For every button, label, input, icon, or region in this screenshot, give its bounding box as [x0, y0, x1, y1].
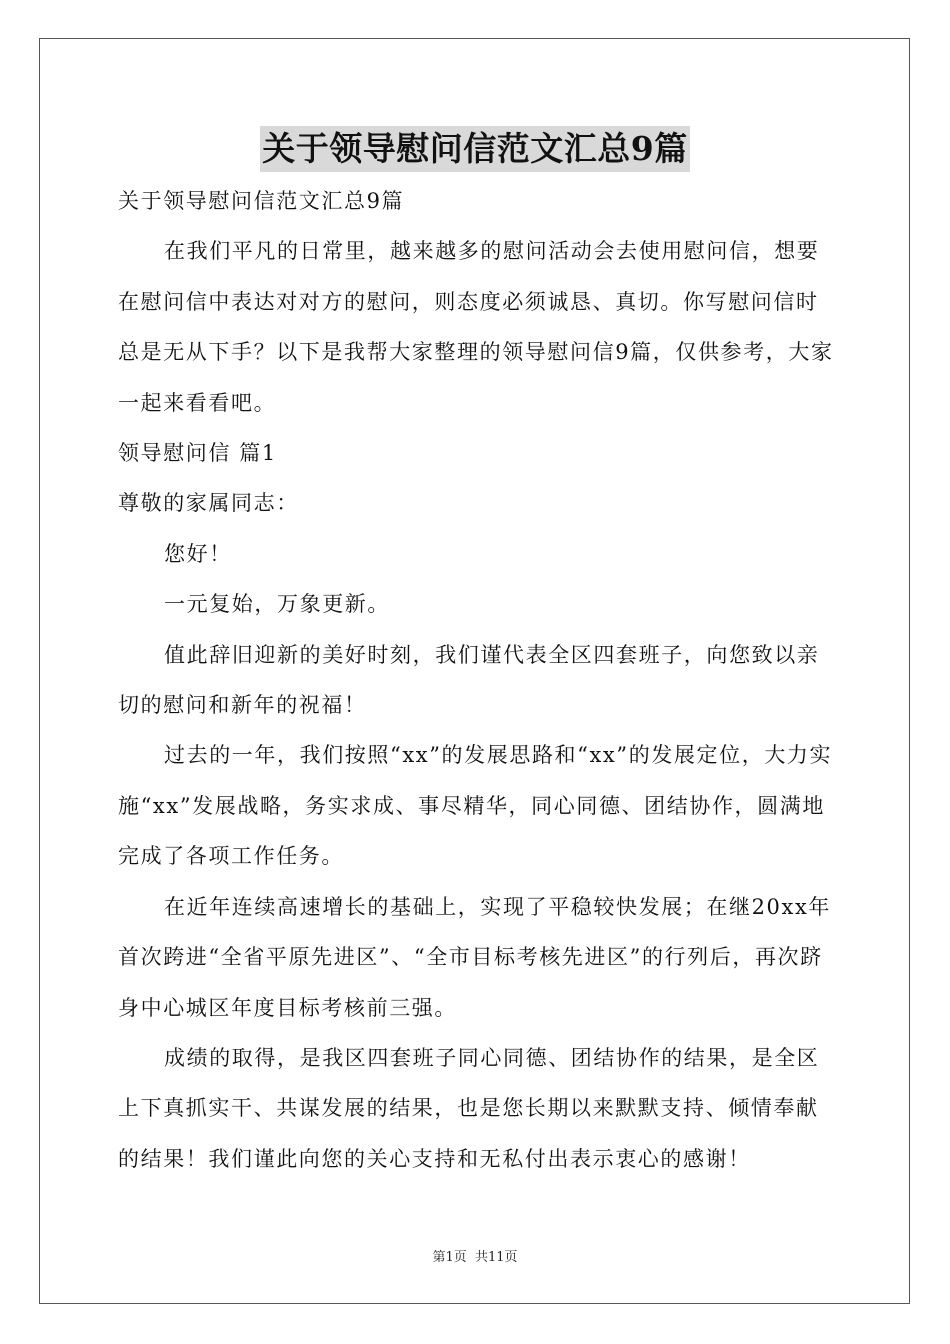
subtitle-paragraph: 关于领导慰问信范文汇总9篇 [118, 189, 405, 213]
body-paragraph: 一元复始，万象更新。 [164, 592, 390, 617]
intro-paragraph: 在我们平凡的日常里，越来越多的慰问活动会去使用慰问信，想要在慰问信中表达对对方的慰问，则态度必须诚恳、真切。你写慰问信时总是无从下手？以下是我帮大家整理的领导慰问信9篇，仅供参考，大家一起来看看吧。 [118, 239, 834, 415]
document-body [118, 176, 834, 1184]
body-paragraph: 在近年连续高速增长的基础上，实现了平稳较快发展；在继20xx年首次跨进“全省平原先进区”、“全市目标考核先进区”的行列后，再次跻身中心城区年度目标考核前三强。 [118, 894, 832, 1020]
page-footer [0, 1246, 950, 1265]
greeting: 您好！ [164, 541, 232, 566]
total-pages: 共11页 [474, 1250, 518, 1265]
body-paragraph: 成绩的取得，是我区四套班子同心同德、团结协作的结果，是全区上下真抓实干、共谋发展的结果，也是您长期以来默默支持、倾情奉献的结果！我们谨此向您的关心支持和无私付出表示衷心的感谢！ [118, 1045, 820, 1171]
salutation: 尊敬的家属同志： [118, 491, 299, 516]
document-title-text: 关于领导慰问信范文汇总9篇 [260, 126, 689, 172]
section-heading: 领导慰问信 篇1 [118, 441, 277, 466]
document-title [0, 126, 950, 172]
body-paragraph: 过去的一年，我们按照“xx”的发展思路和“xx”的发展定位，大力实施“xx”发展战略，务实求成、事尽精华，同心同德、团结协作，圆满地完成了各项工作任务。 [118, 743, 833, 869]
page-number: 第1页 [432, 1250, 467, 1265]
body-paragraph: 值此辞旧迎新的美好时刻，我们谨代表全区四套班子，向您致以亲切的慰问和新年的祝福！ [118, 642, 820, 718]
